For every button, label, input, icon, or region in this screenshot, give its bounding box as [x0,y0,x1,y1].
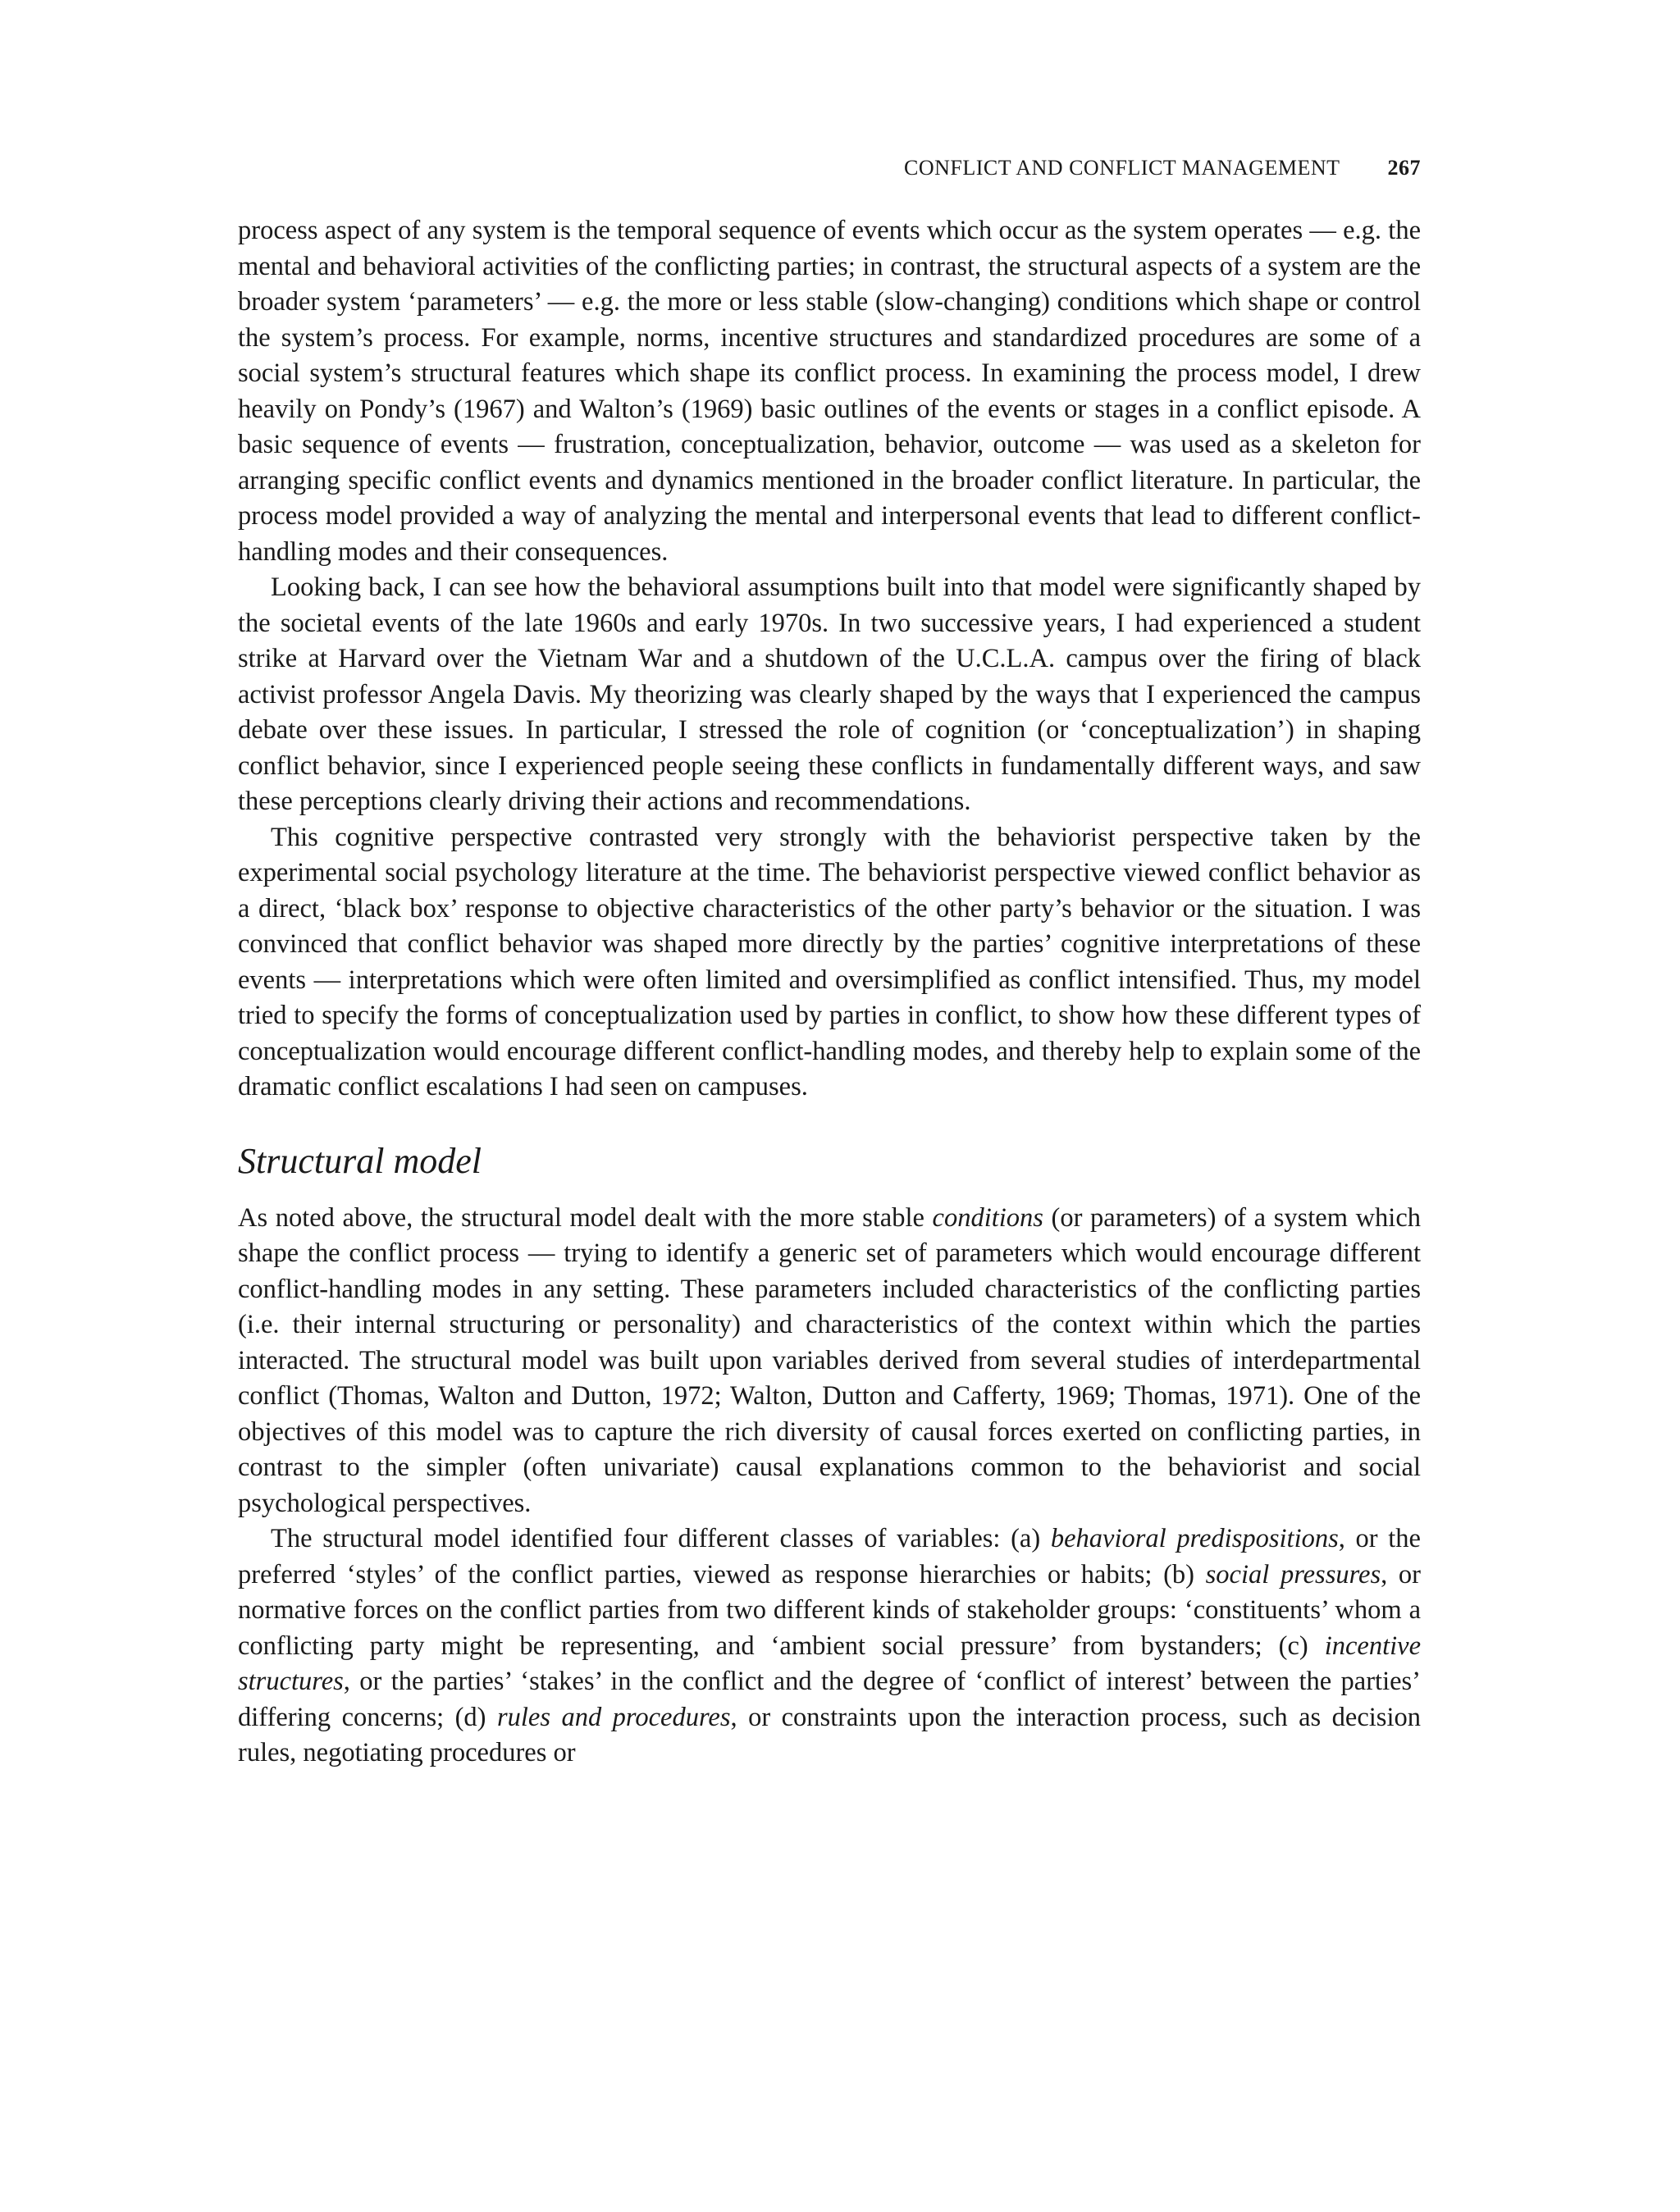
paragraph-looking-back: Looking back, I can see how the behavioral assumptions built into that model were significantly shaped by the societal events of the late 1960s and early 1970s. In two successive years, I had experienced a student strike at Harvard over the Vietnam War and a shutdown of the U.C.L.A. campus over the firing of black activist professor Angela Davis. My theorizing was clearly shaped by the ways that I experienced the campus debate over these issues. In particular, I stressed the role of cognition (or ‘conceptualization’) in shaping conflict behavior, since I experienced people seeing these conflicts in fundamentally different ways, and saw these perceptions clearly driving their actions and recommendations. [238,572,1421,816]
paragraph-cognitive-perspective: This cognitive perspective contrasted very strongly with the behaviorist perspective taken by the experimental social psychology literature at the time. The behaviorist perspective viewed conflict behavior as a direct, ‘black box’ response to objective characteristics of the other party’s behavior or the situation. I was convinced that conflict behavior was shaped more directly by the parties’ cognitive interpretations of these events — interpretations which were often limited and oversimplified as conflict intensified. Thus, my model tried to specify the forms of conceptualization used by parties in conflict, to show how these different types of conceptualization would encourage different conflict-handling modes, and thereby help to explain some of the dramatic conflict escalations I had seen on campuses. [238,822,1421,1101]
italic-term-behavioral-predispositions: behavioral predispositions [1050,1524,1339,1553]
italic-term-rules-and-procedures: rules and procedures [496,1702,731,1732]
text-run: As noted above, the structural model dealt with the more stable [238,1202,933,1233]
page-number: 267 [1387,156,1421,180]
paragraph-four-classes-of-variables [238,1521,1421,1772]
paragraph-structural-model-intro [238,1201,1421,1522]
running-head-title: CONFLICT AND CONFLICT MANAGEMENT [904,156,1340,180]
section-heading-structural-model: Structural model [238,1140,482,1181]
text-run: The structural model identified four different classes of variables: (a) [271,1524,1051,1553]
running-head [238,156,1421,197]
text-run: (or parameters) of a system which shape the conflict process — trying to identify a generic set of parameters which would encourage different conflict-handling modes in any setting. These parameters included characteristics of the conflicting parties (i.e. their internal structuring or personality) and characteristics of the context within which the parties interacted. The structural model was built upon variables derived from several studies of interdepartmental conflict (Thomas, Walton and Dutton, 1972; Walton, Dutton and Cafferty, 1969; Thomas, 1971). One of the objectives of this model was to capture the rich diversity of causal forces exerted on conflicting parties, in contrast to the simpler (often univariate) causal explanations common to the behaviorist and social psychological perspectives. [238,1202,1421,1518]
paragraph-process-aspect: process aspect of any system is the temporal sequence of events which occur as the system operates — e.g. the mental and behavioral activities of the conflicting parties; in contrast, the structural aspects of a system are the broader system ‘parameters’ — e.g. the more or less stable (slow-changing) conditions which shape or control the system’s process. For example, norms, incentive structures and standardized procedures are some of a social system’s structural features which shape its conflict process. In examining the process model, I drew heavily on Pondy’s (1967) and Walton’s (1969) basic outlines of the events or stages in a conflict episode. A basic sequence of events — frustration, conceptualization, behavior, outcome — was used as a skeleton for arranging specific conflict events and dynamics mentioned in the broader conflict literature. In particular, the process model provided a way of analyzing the mental and interpersonal events that lead to different conflict-handling modes and their consequences. [238,216,1421,567]
text-run: , or normative forces on the conflict parties from two different kinds of stakeholder groups: ‘constituents’ whom a conflicting party might be representing, and ‘ambient social pressure’ from bystanders; (c) [238,1559,1421,1661]
italic-term-conditions: conditions [932,1202,1043,1233]
journal-page [238,156,1421,1772]
italic-term-social-pressures: social pressures [1205,1559,1381,1589]
text-run: , or the parties’ ‘stakes’ in the conflict and the degree of ‘conflict of interest’ between the parties’ differing concerns; (d) [238,1667,1421,1732]
text-run: , or constraints upon the interaction process, such as decision rules, negotiating procedures or [238,1702,1421,1767]
italic-term-incentive-structures: incentive structures [238,1630,1421,1696]
text-run: , or the preferred ‘styles’ of the conflict parties, viewed as response hierarchies or habits; (b) [238,1524,1421,1589]
